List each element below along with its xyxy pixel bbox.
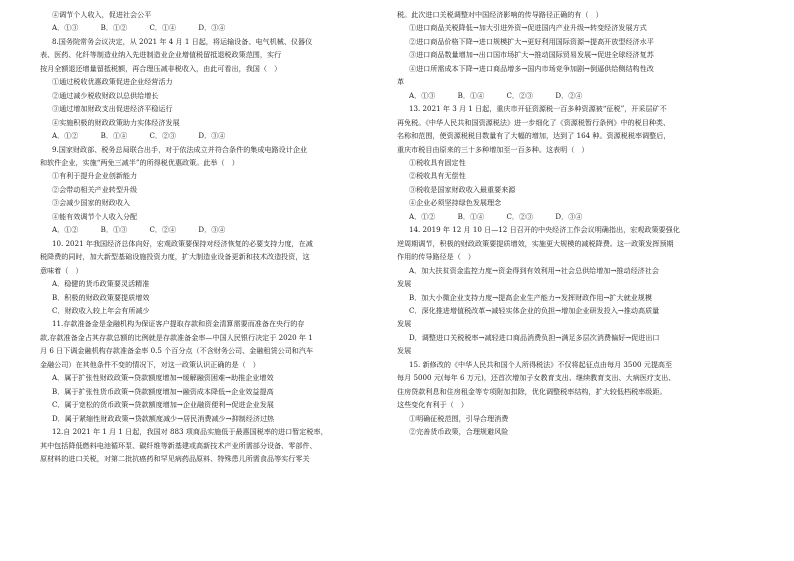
left-column <box>40 8 397 465</box>
q8-choices <box>40 129 397 142</box>
q8-option-4: ④实施积极的财政政策助力实体经济发展 <box>52 117 180 127</box>
q8-option-3: ③通过增加财政支出促进经济平稳运行 <box>52 104 173 114</box>
choice-d: D．③④ <box>555 211 583 221</box>
choice-b: B．①④ <box>100 131 128 141</box>
q13-choices <box>397 210 754 223</box>
q12-option-1: ①进口商品关税降低→加大引进外资→促进国内产业升级→转变经济发展方式 <box>409 23 647 33</box>
q11-option-d: D．属于紧缩性财政政策→贷款额度减少→居民消费减少→抑制经济过热 <box>52 413 275 423</box>
q13-stem: 名称和范围，使资源税税目数量有了大幅的增加，达到了 164 种。资源税税率调整后， <box>397 131 671 141</box>
choice-b: B．①② <box>100 23 128 33</box>
q14-option-a: A．加大扶贫资金监控力度→资金得到有效利用→社会总供给增加→推动经济社会 <box>409 265 659 275</box>
q14-option-d-cont: 发展 <box>397 346 412 356</box>
choice-a: A．①③ <box>52 23 79 33</box>
choice-a: A．①③ <box>409 90 436 100</box>
choice-a: A．①② <box>409 211 436 221</box>
q10-option-b: B．积极的财政政策要提质增效 <box>52 292 150 302</box>
choice-b: B．①③ <box>100 225 128 235</box>
choice-a: A．①② <box>52 225 79 235</box>
q12-option-4: ④进口所需成本下降→进口商品增多→国内市场竞争加剧→倒逼供给侧结构性改 <box>409 63 654 73</box>
choice-b: B．①④ <box>457 211 485 221</box>
choice-d: D．③④ <box>198 23 226 33</box>
q11-stem: 月 6 日下调金融机构存款准备金率 0.5 个百分点（不含财务公司、金融租赁公司和汽车 <box>40 346 314 356</box>
q10-option-c: C．财政收入较上年会有所减少 <box>52 305 150 315</box>
q9-option-4: ④能有效调节个人收入分配 <box>52 211 138 221</box>
q8-option-2: ②通过减少税收财政以总供给增长 <box>52 90 159 100</box>
q12-stem: 税。此次进口关税调整对中国经济影响的传导路径正确的有（ ） <box>397 10 603 19</box>
q14-stem: 作用的传导路径是（ ） <box>397 252 476 262</box>
q14-option-c: C．深化推进增值税改革→减轻实体企业的负担→增加企业研发投入→推动高质量 <box>409 305 660 315</box>
q13-option-1: ①税收具有固定性 <box>409 157 466 167</box>
q9-option-3: ③会减少国家的财政收入 <box>52 198 131 208</box>
q12-option-2: ②进口商品价格下降→进口规模扩大→更好利用国际资源→提高开放型经济水平 <box>409 36 654 46</box>
q14-option-a-cont: 发展 <box>397 279 412 289</box>
q12-choices <box>397 89 754 102</box>
q15-stem: 每月 5000 元(每年 6 万元)，还首次增加子女教育支出、继续教育支出、大病医疗支出、 <box>397 373 676 383</box>
q12-stem: 其中包括降低燃料电池循环泵、碳纤维等新基建或高新技术产业所需部分设备、零部件、 <box>40 440 317 450</box>
choice-a: A．①② <box>52 131 79 141</box>
q12-stem: 12.自 2021 年 1 月 1 日起，我国对 883 项商品实施低于最惠国税率的进口暂定税率， <box>52 427 328 437</box>
right-column <box>397 8 754 439</box>
choice-c: C．②③ <box>506 211 534 221</box>
q7-option-4: ④调节个人收入，促进社会公平 <box>52 10 152 19</box>
choice-c: C．②③ <box>506 90 534 100</box>
q15-stem: 住房贷款利息和住房租金等专项附加扣除，优化调整税率结构，扩大较低档税率级距。 <box>397 386 667 396</box>
q9-stem: 和软件企业，实施“两免三减半”的所得税优惠政策。此举（ ） <box>40 157 239 167</box>
q12-option-3: ③进口商品数量增加→出口国市场扩大→推动国际贸易发展→促进全球经济复苏 <box>409 50 654 60</box>
q15-option-2: ②完善货币政策，合理规避风险 <box>409 427 509 437</box>
q13-option-2: ②税收具有无偿性 <box>409 171 466 181</box>
q9-option-2: ②会带动相关产业转型升级 <box>52 184 138 194</box>
choice-d: D．③④ <box>198 131 226 141</box>
q10-option-a: A．稳健的货币政策要灵活精准 <box>52 279 150 289</box>
q11-stem: 款,存款准备金占其存款总额的比例就是存款准备金率—中国人民银行决定于 2020 年 1 <box>40 332 313 342</box>
q14-option-d: D．调整进口关税税率→减轻进口商品消费负担→满足多层次消费偏好→促进出口 <box>409 332 660 342</box>
q15-option-1: ①明确征税范围，引导合理消费 <box>409 413 509 423</box>
q10-stem: 意味着（ ） <box>40 265 83 275</box>
q11-stem: 11.存款准备金是金融机构为保证客户提取存款和资金清算需要而准备在央行的存 <box>52 319 305 329</box>
q11-option-c: C．属于宽松的货币政策→贷款额度增加→企业融资便利→促进企业发展 <box>52 400 274 410</box>
q13-stem: 13. 2021 年 3 月 1 日起，重庆市开征资源税一百多种资源被“征税”，开采层矿不 <box>409 104 667 114</box>
q15-stem: 这些变化有利于（ ） <box>397 400 468 410</box>
q8-stem: 按月全额退还增量留抵税额，再合理压减非税收入，由此可看出，我国（ ） <box>40 63 282 73</box>
q10-stem: 税降费的同时，加大新型基础设施投资力度，扩大制造业设备更新和技术改造投资，这 <box>40 252 310 262</box>
choice-c: C．②③ <box>149 131 177 141</box>
q7-choices <box>40 21 397 34</box>
q8-stem: 8.国务院常务会议决定，从 2021 年 4 月 1 日起，将运输设备、电气机械、仪器仪 <box>52 36 313 46</box>
q13-option-3: ③税收是国家财政收入最重要来源 <box>409 184 516 194</box>
q9-choices <box>40 223 397 236</box>
q8-option-1: ①通过税收优惠政策促进企业经营活力 <box>52 77 173 87</box>
q11-option-b: B．属于扩张性货币政策→贷款额度增加→融资成本降低→企业效益提高 <box>52 386 274 396</box>
q10-stem: 10. 2021 年我国经济总体向好，宏观政策要保持对经济恢复的必要支持力度，在减 <box>52 238 313 248</box>
q14-stem: 逆周期调节，积极的财政政策要提质增效，实施更大规模的减税降费。这一政策发挥预期 <box>397 238 674 248</box>
q13-stem: 重庆市税目由原来的三十多种增加至一百多种。这表明（ ） <box>397 144 589 154</box>
q12-stem: 原材料的进口关税，对第二批抗癌药和罕见病药品原料、特殊患儿所需食品等实行零关 <box>40 453 310 463</box>
q9-option-1: ①有利于提升企业创新能力 <box>52 171 138 181</box>
q14-stem: 14. 2019 年 12 月 10 日—12 日召开的中央经济工作会议明确指出，宏观政策要强化 <box>409 225 680 235</box>
q12-option-4-cont: 革 <box>397 77 405 87</box>
q9-stem: 9.国家财政部、税务总局联合出手，对于依法成立并符合条件的集成电路设计企业 <box>52 144 308 154</box>
choice-b: B．①④ <box>457 90 485 100</box>
q11-stem: 金融公司）在其他条件不变的情况下，对这一政策认识正确的是（ ） <box>40 359 260 369</box>
q11-option-a: A．属于扩张性财政政策→贷款额度增加→缓解融资困难→助推企业增效 <box>52 373 274 383</box>
q8-stem: 表、医药、化纤等制造业纳入先进制造业企业增值税留抵退税政策范围，实行 <box>40 50 282 60</box>
choice-c: C．②④ <box>149 225 177 235</box>
q13-option-4: ④企业必须坚持绿色发展理念 <box>409 198 502 208</box>
choice-d: D．③④ <box>198 225 226 235</box>
q15-stem: 15. 新修改的《中华人民共和国个人所得税法》不仅将起征点由每月 3500 元提高至 <box>409 359 673 369</box>
choice-c: C．①④ <box>149 23 177 33</box>
q13-stem: 再免税。《中华人民共和国资源税法》进一步细化了《资源税暂行条例》中的税目种类、 <box>397 117 671 127</box>
q14-option-c-cont: 发展 <box>397 319 412 329</box>
q14-option-b: B．加大小微企业支持力度→提高企业生产能力→发挥财政作用→扩大就业规模 <box>409 292 652 302</box>
choice-d: D．②④ <box>555 90 583 100</box>
